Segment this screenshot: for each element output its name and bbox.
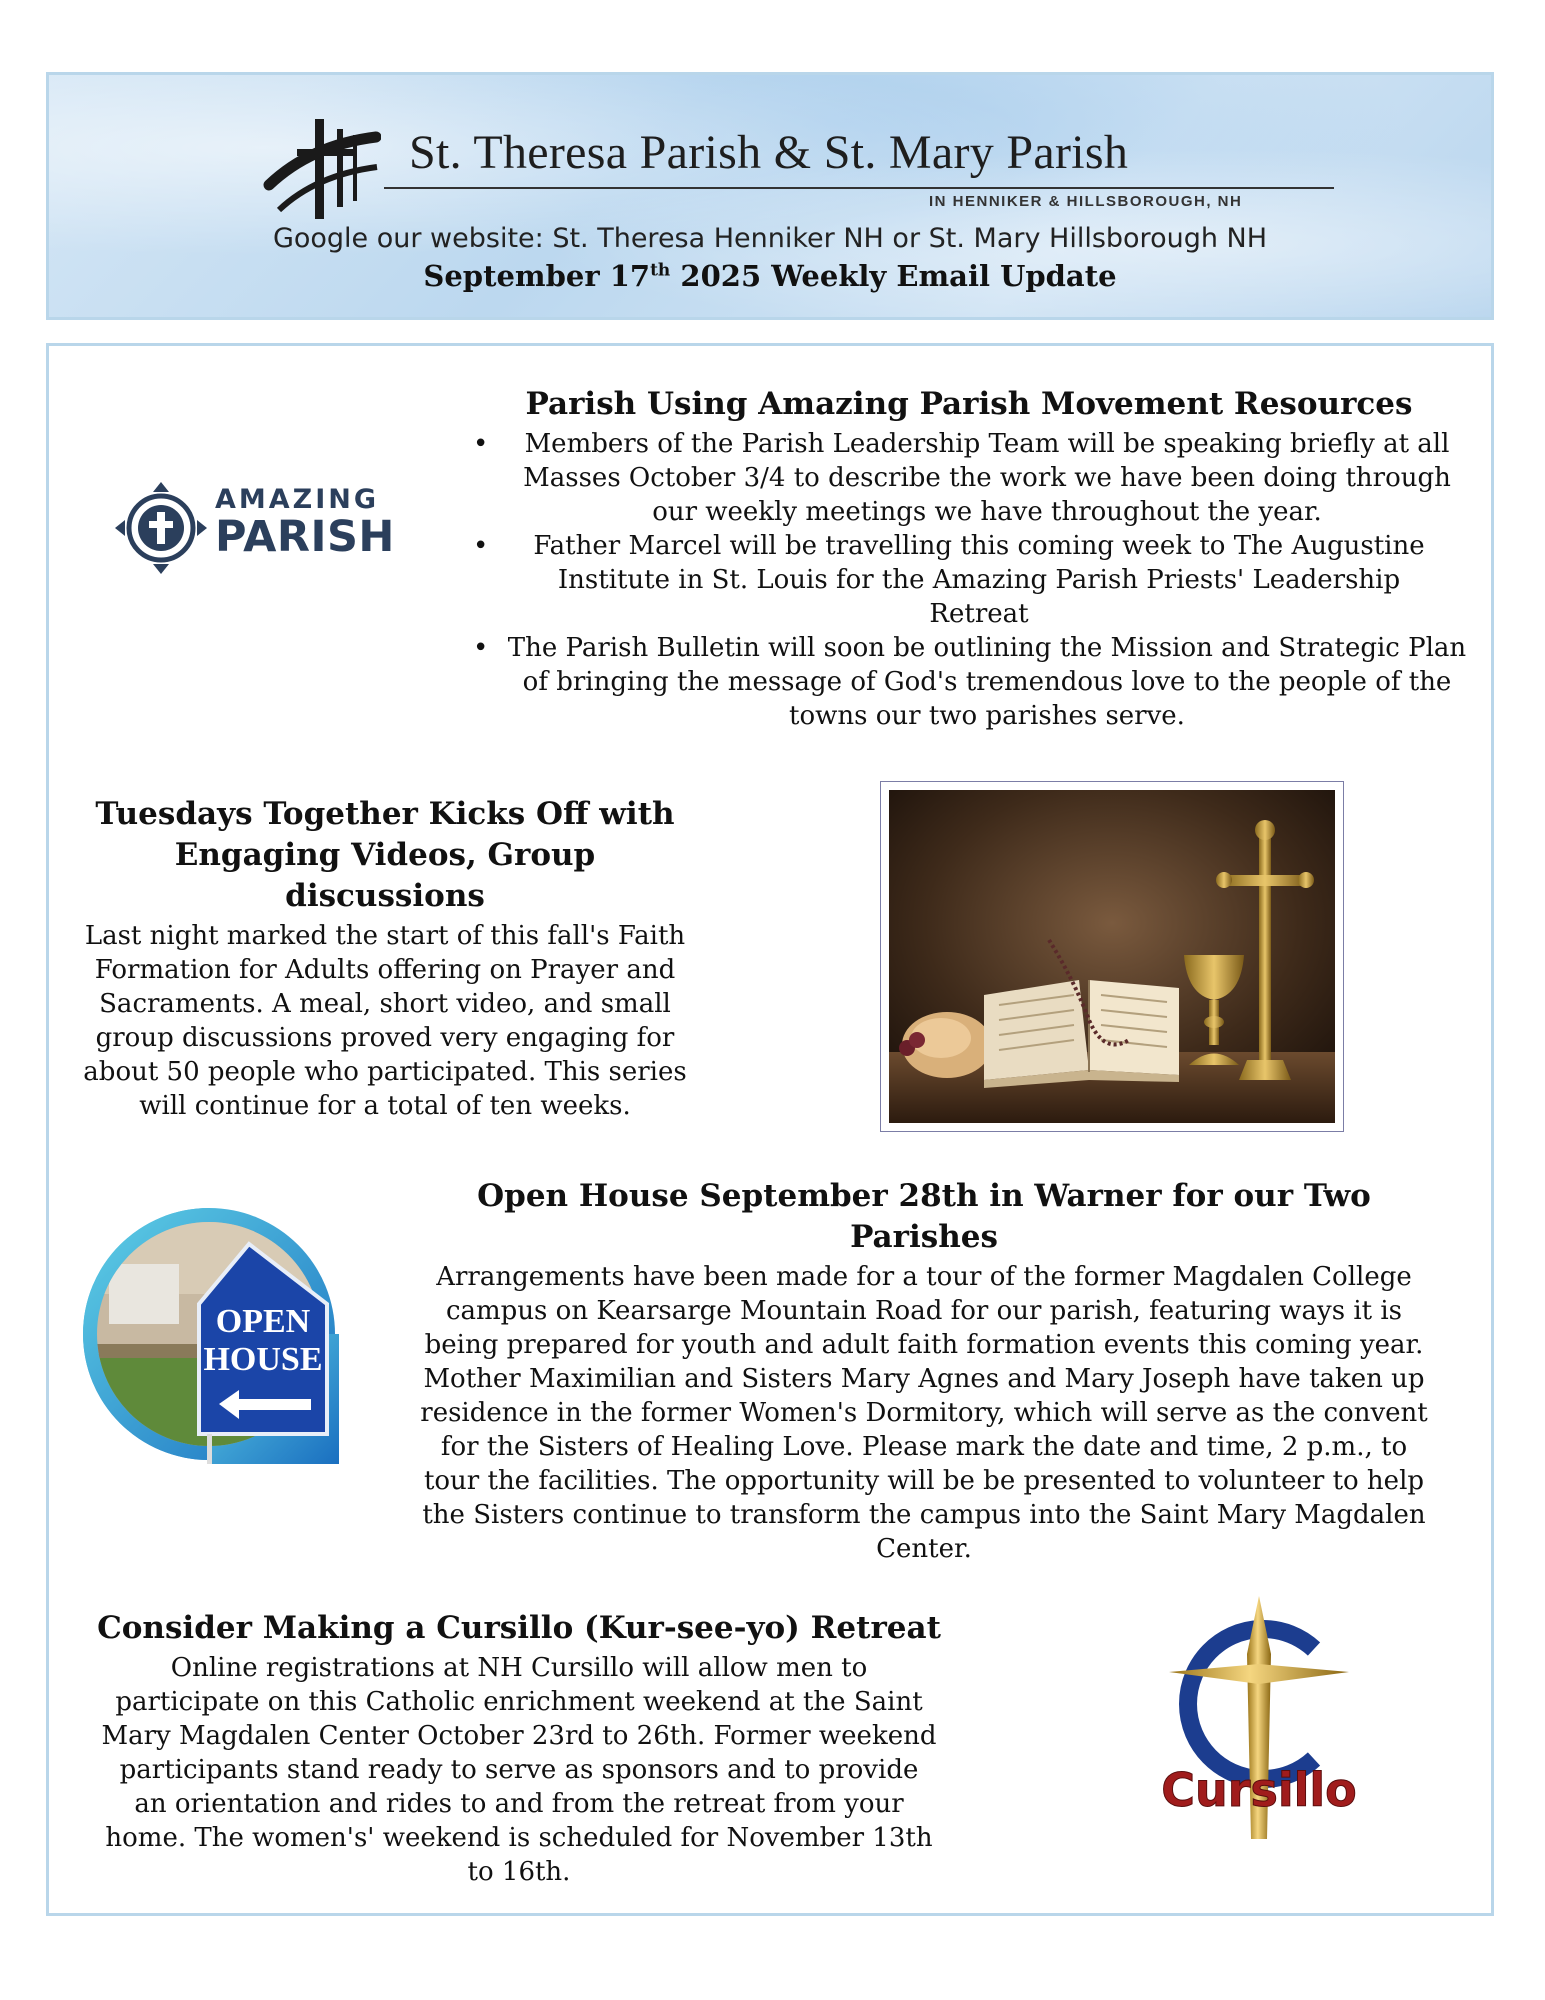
cursillo-section [79,1608,959,1889]
amazing-parish-logo-word-2: PARISH [215,512,395,562]
update-title [49,259,1491,293]
amazing-parish-logo [111,478,421,578]
newsletter-body [46,343,1494,1916]
tuesdays-together-section [75,794,695,1123]
open-house-heading: Open House September 28th in Warner for our Two Parishes [477,1178,1371,1255]
bullet-icon: • [473,429,489,459]
tuesdays-body: Last night marked the start of this fall's Faith Formation for Adults offering on Prayer and Sacraments. A meal, short video, and small group discussions proved very engaging for about 50 people who participated. This series will continue for a total of ten weeks. [83,921,687,1121]
amazing-parish-logo-word-1: AMAZING [215,484,380,515]
bullet-text: Father Marcel will be travelling this coming week to The Augustine Institute in St. Louis for the Amazing Parish Priests' Leadership Retreat [533,531,1425,629]
tuesdays-heading: Tuesdays Together Kicks Off with Engaging Videos, Group discussions [95,796,675,914]
open-house-section [399,1176,1449,1566]
amazing-parish-bullets [469,427,1469,733]
update-date: September 17 [423,259,651,293]
header-divider [384,187,1334,189]
sign-text-open: OPEN [215,1303,311,1340]
bullet-icon: • [473,531,489,561]
bible-chalice-illustration [889,790,1335,1123]
parish-cross-logo-icon [261,115,381,223]
amazing-parish-emblem-icon [111,478,211,578]
open-house-sign-image [79,1204,339,1464]
cursillo-logo-text: Cursillo [1161,1763,1357,1817]
cursillo-logo [1139,1594,1379,1844]
bullet-icon: • [473,633,489,663]
amazing-parish-section [469,384,1469,733]
parish-location: IN HENNIKER & HILLSBOROUGH, NH [929,193,1243,210]
update-date-suffix: th [650,260,671,281]
sign-text-house: HOUSE [203,1341,323,1378]
cursillo-heading: Consider Making a Cursillo (Kur-see-yo) Retreat [97,1610,941,1646]
update-title-text: 2025 Weekly Email Update [680,259,1117,293]
cursillo-body: Online registrations at NH Cursillo will allow men to participate on this Catholic enrichment weekend at the Saint Mary Magdalen Center October 23rd to 26th. Former weekend participants stand ready to serve as sponsors and to provide an orientation and rides to and from the retreat from your home. The women's' weekend is scheduled for November 13th to 16th. [101,1653,937,1887]
bullet-item [469,631,1469,733]
bullet-text: The Parish Bulletin will soon be outlining the Mission and Strategic Plan of bringing the message of God's tremendous love to the people of the towns our two parishes serve. [507,633,1467,731]
bullet-item [469,427,1469,529]
amazing-parish-heading: Parish Using Amazing Parish Movement Resources [525,386,1413,422]
website-line: Google our website: St. Theresa Henniker NH or St. Mary Hillsborough NH [272,223,1268,254]
parish-name: St. Theresa Parish & St. Mary Parish [409,126,1129,179]
bullet-text: Members of the Parish Leadership Team will be speaking briefly at all Masses October 3/4 to describe the work we have been doing through our weekly meetings we have throughout the year. [523,429,1451,527]
bullet-item [469,529,1469,631]
bible-chalice-photo [880,781,1344,1132]
open-house-body: Arrangements have been made for a tour of the former Magdalen College campus on Kearsarge Mountain Road for our parish, featuring ways it is being prepared for youth and adult faith formation events this coming year. Mother Maximilian and Sisters Mary Agnes and Mary Joseph have taken up residence in the former Women's Dormitory, which will serve as the convent for the Sisters of Healing Love. Please mark the date and time, 2 p.m., to tour the facilities. The opportunity will be be presented to volunteer to help the Sisters continue to transform the campus into the Saint Mary Magdalen Center. [420,1262,1428,1564]
header-banner [46,72,1494,320]
